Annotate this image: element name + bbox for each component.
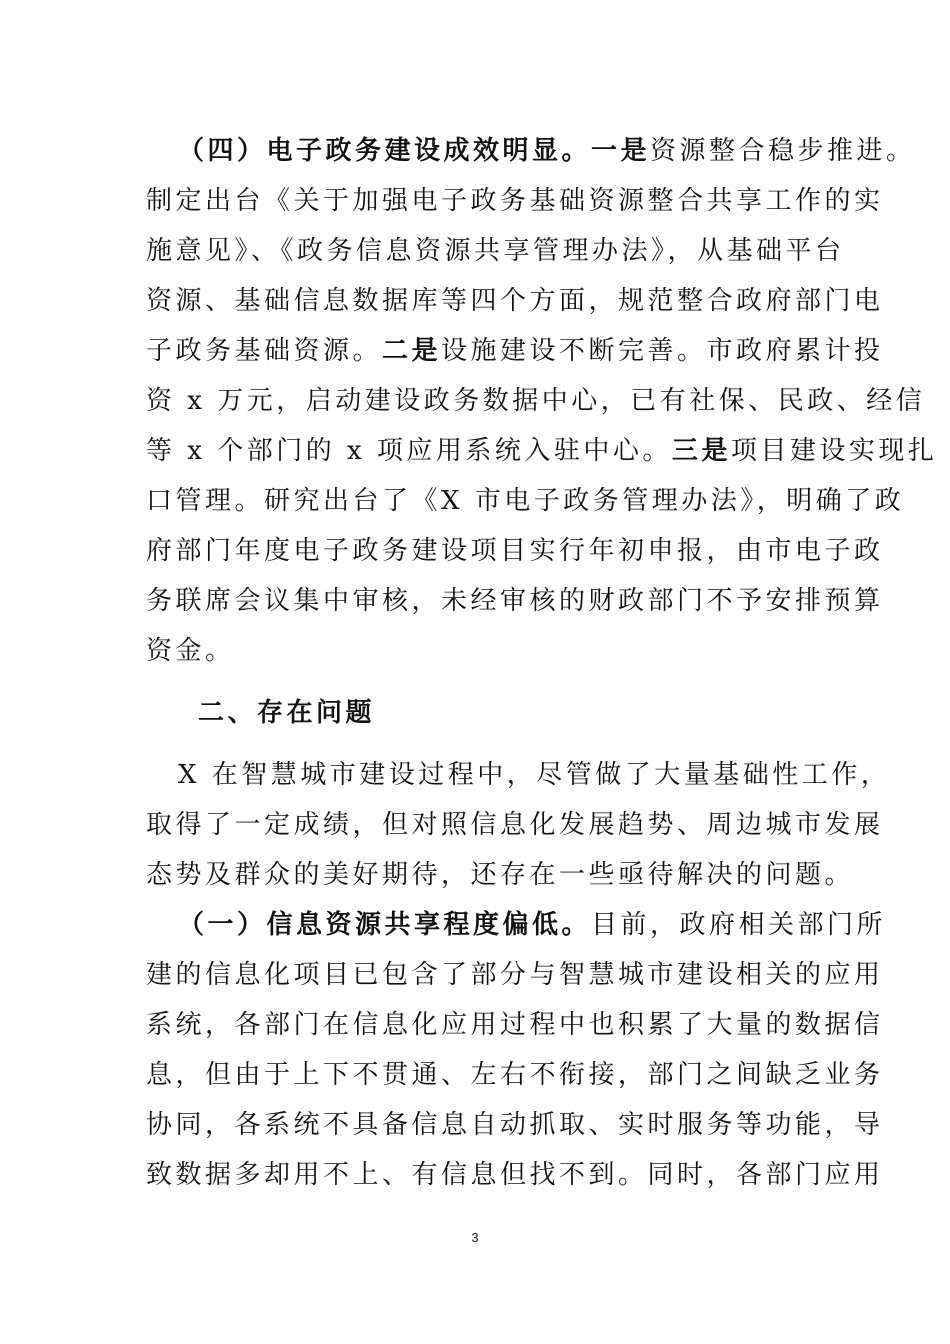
problems-intro-line-3: 态势及群众的美好期待，还存在一些亟待解决的问题。 bbox=[146, 860, 855, 890]
section4-title: （四）电子政务建设成效明显。 bbox=[178, 136, 592, 166]
section4-line1-text: 资源整合稳步推进。 bbox=[650, 136, 916, 166]
subsection1-line-4: 息，但由于上下不贯通、左右不衔接，部门之间缺乏业务 bbox=[146, 1060, 884, 1090]
section4-line-10: 务联席会议集中审核，未经审核的财政部门不予安排预算 bbox=[146, 586, 884, 616]
subsection1-line-2: 建的信息化项目已包含了部分与智慧城市建设相关的应用 bbox=[146, 960, 884, 990]
section-heading-problems: 二、存在问题 bbox=[198, 698, 376, 728]
section4-line5-post: 设施建设不断完善。市政府累计投 bbox=[441, 336, 884, 366]
subsection1-line-6: 致数据多却用不上、有信息但找不到。同时，各部门应用 bbox=[146, 1160, 884, 1190]
problems-intro-line-1: X 在智慧城市建设过程中，尽管做了大量基础性工作， bbox=[178, 760, 891, 790]
subsection1-line-3: 系统，各部门在信息化应用过程中也积累了大量的数据信 bbox=[146, 1010, 884, 1040]
section4-line-4: 资源、基础信息数据库等四个方面，规范整合政府部门电 bbox=[146, 286, 884, 316]
section4-line7-pre: 等 x 个部门的 x 项应用系统入驻中心。 bbox=[146, 436, 672, 466]
section4-line-2: 制定出台《关于加强电子政务基础资源整合共享工作的实 bbox=[146, 186, 884, 216]
section4-label-three: 三是 bbox=[671, 436, 731, 466]
page-number: 3 bbox=[471, 1230, 479, 1245]
section4-line-1 bbox=[178, 134, 916, 168]
subsection1-title: （一）信息资源共享程度偏低。 bbox=[178, 910, 592, 940]
section4-line-5 bbox=[146, 334, 884, 368]
section4-label-two: 二是 bbox=[382, 336, 442, 366]
section4-line5-pre: 子政务基础资源。 bbox=[146, 336, 383, 366]
problems-intro-line-2: 取得了一定成绩，但对照信息化发展趋势、周边城市发展 bbox=[146, 810, 884, 840]
subsection1-line-5: 协同，各系统不具备信息自动抓取、实时服务等功能，导 bbox=[146, 1110, 884, 1140]
subsection1-line-1 bbox=[178, 908, 886, 942]
section4-line-7 bbox=[146, 434, 937, 468]
section4-line-3: 施意见》、《政务信息资源共享管理办法》，从基础平台 bbox=[146, 236, 845, 266]
section4-line-8: 口管理。研究出台了《X 市电子政务管理办法》，明确了政 bbox=[146, 486, 905, 516]
subsection1-line1-text: 目前，政府相关部门所 bbox=[591, 910, 887, 940]
section4-line-6: 资 x 万元，启动建设政务数据中心，已有社保、民政、经信 bbox=[146, 386, 926, 416]
section4-line-9: 府部门年度电子政务建设项目实行年初申报，由市电子政 bbox=[146, 536, 884, 566]
section4-label-one: 一是 bbox=[591, 136, 651, 166]
section4-line-11: 资金。 bbox=[146, 636, 235, 666]
section4-line7-post: 项目建设实现扎 bbox=[730, 436, 938, 466]
